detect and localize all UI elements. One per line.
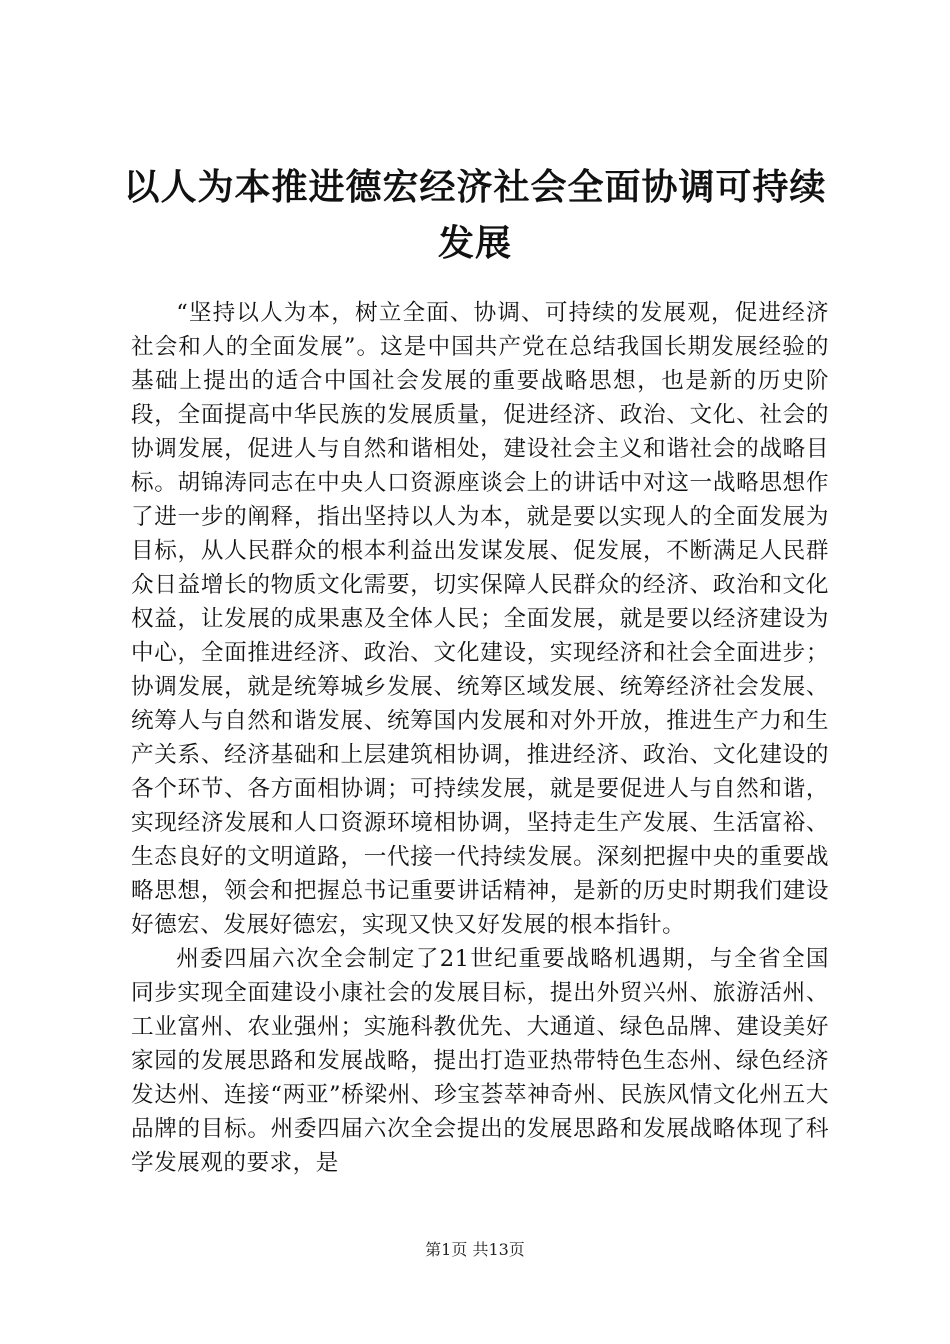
page-number-footer: 第1页 共13页 <box>425 1240 525 1259</box>
body-paragraph-2: 州委四届六次全会制定了21世纪重要战略机遇期，与全省全国同步实现全面建设小康社会的发展目标，提出外贸兴州、旅游活州、工业富州、农业强州；实施科教优先、大通道、绿色品牌、建设美好家园的发展思路和发展战略，提出打造亚热带特色生态州、绿色经济发达州、连接“两亚”桥梁州、珍宝荟萃神奇州、民族风情文化州五大品牌的目标。州委四届六次全会提出的发展思路和发展战略体现了科学发展观的要求，是 <box>131 946 829 1176</box>
document-body <box>131 296 829 1180</box>
body-paragraph-1: “坚持以人为本，树立全面、协调、可持续的发展观，促进经济社会和人的全面发展”。这是中国共产党在总结我国长期发展经验的基础上提出的适合中国社会发展的重要战略思想，也是新的历史阶段，全面提高中华民族的发展质量，促进经济、政治、文化、社会的协调发展，促进人与自然和谐相处，建设社会主义和谐社会的战略目标。胡锦涛同志在中央人口资源座谈会上的讲话中对这一战略思想作了进一步的阐释，指出坚持以人为本，就是要以实现人的全面发展为目标，从人民群众的根本利益出发谋发展、促发展，不断满足人民群众日益增长的物质文化需要，切实保障人民群众的经济、政治和文化权益，让发展的成果惠及全体人民；全面发展，就是要以经济建设为中心，全面推进经济、政治、文化建设，实现经济和社会全面进步；协调发展，就是统筹城乡发展、统筹区域发展、统筹经济社会发展、统筹人与自然和谐发展、统筹国内发展和对外开放，推进生产力和生产关系、经济基础和上层建筑相协调，推进经济、政治、文化建设的各个环节、各方面相协调；可持续发展，就是要促进人与自然和谐，实现经济发展和人口资源环境相协调，坚持走生产发展、生活富裕、生态良好的文明道路，一代接一代持续发展。深刻把握中央的重要战略思想，领会和把握总书记重要讲话精神，是新的历史时期我们建设好德宏、发展好德宏，实现又快又好发展的根本指针。 <box>131 300 829 938</box>
document-title: 以人为本推进德宏经济社会全面协调可持续发展 <box>123 167 827 264</box>
